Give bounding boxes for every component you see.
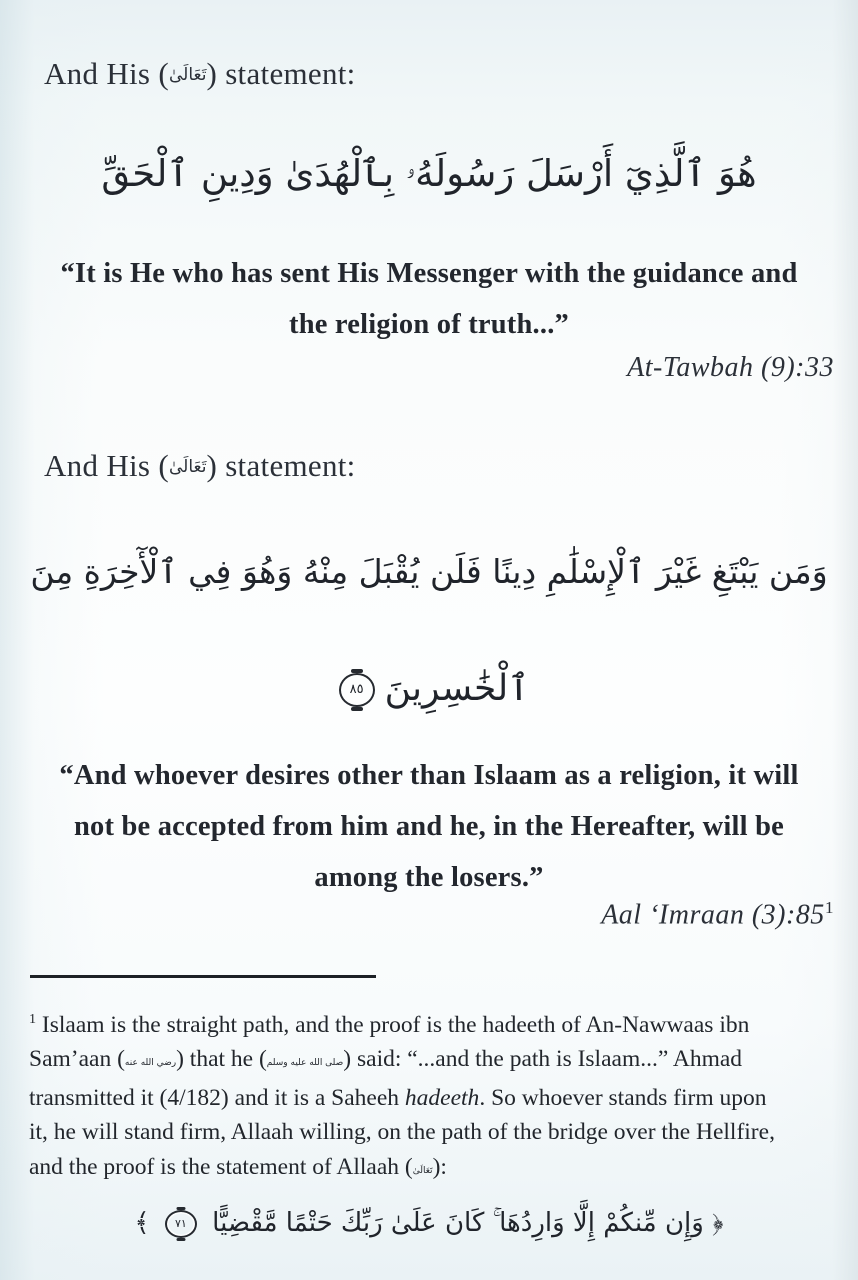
translation-imraan-line-3: among the losers.”	[314, 862, 544, 893]
translation-tawbah-line-1: “It is He who has sent His Messenger with the guidance and	[60, 258, 798, 289]
intro-1-prefix: And His (	[44, 56, 169, 91]
citation-imraan: Aal ‘Imraan $(3):85^1$	[601, 898, 834, 931]
ornate-bracket-open: ﴿	[712, 1208, 724, 1238]
footnote-line-5: and the proof is the statement of Allaah (تَعَالَىٰ):	[29, 1153, 447, 1180]
translation-imraan	[30, 750, 828, 903]
citation-tawbah: At-Tawbah (9):33	[627, 352, 834, 383]
statement-intro-1	[44, 56, 828, 92]
intro-2-suffix: ) statement:	[206, 448, 356, 483]
ayah-number-marker-85: ٨٥	[339, 673, 375, 707]
footnote-marker-1: 1	[29, 1011, 37, 1027]
footnote-reference-1: 1	[824, 898, 834, 917]
translation-imraan-line-2: not be accepted from him and he, in the Hereafter, will be	[73, 811, 785, 842]
footnote-line-2: Sam’aan (رضي الله عنه) that he (صلى الله عليه وسلم) said: “...and the path is Islaam...” Ahmad	[29, 1046, 743, 1073]
taala-honorific: تَعَالَىٰ	[168, 64, 207, 85]
translation-imraan-line-1: “And whoever desires other than Islaam as a religion, it will	[59, 760, 799, 791]
arabic-verse-imraan-text-2: ٱلْخَٰسِرِينَ	[384, 668, 530, 709]
hadeeth-italic-term: hadeeth	[404, 1084, 480, 1111]
taala-honorific: تَعَالَىٰ	[412, 1166, 433, 1177]
arabic-verse-imraan-line-1	[30, 552, 828, 591]
footnote-line-3: transmitted it (4/182) and it is a Saheeh hadeeth. So whoever stands firm upon	[29, 1084, 767, 1111]
footnote-arabic-verse-text: وَإِن مِّنكُمْ إِلَّا وَارِدُهَا ۚ كَانَ عَلَىٰ رَبِّكَ حَتْمًا مَّقْضِيًّا	[212, 1208, 704, 1238]
intro-2-prefix: And His (	[44, 448, 169, 483]
ayah-number-marker-71: ٧١	[165, 1210, 197, 1238]
arabic-verse-tawbah	[30, 152, 828, 196]
translation-tawbah	[30, 248, 828, 350]
footnote-arabic-verse-maryam	[30, 1208, 828, 1239]
footnote-1	[29, 1002, 832, 1189]
footnote-separator-rule	[30, 975, 376, 978]
radiallahu-anhu-honorific: رضي الله عنه	[124, 1058, 177, 1069]
arabic-verse-imraan-text-1: وَمَن يَبْتَغِ غَيْرَ ٱلْإِسْلَٰمِ دِينًا فَلَن يُقْبَلَ مِنْهُ وَهُوَ فِي ٱلْأٓخِرَةِ مِنَ	[30, 552, 828, 591]
ornate-bracket-close: ﴾	[134, 1208, 150, 1238]
intro-1-suffix: ) statement:	[206, 56, 356, 91]
arabic-verse-imraan-line-2	[30, 668, 828, 709]
statement-intro-2	[44, 448, 828, 484]
footnote-line-1: $^1$ Islaam is the straight path, and the proof is the hadeeth of An-Nawwaas ibn	[29, 1011, 750, 1038]
taala-honorific: تَعَالَىٰ	[168, 456, 207, 477]
translation-tawbah-line-2: the religion of truth...”	[289, 309, 569, 340]
sallallahu-alayhi-wasallam-honorific: صلى الله عليه وسلم	[266, 1058, 344, 1069]
footnote-line-4: it, he will stand firm, Allaah willing, on the path of the bridge over the Hellfire,	[29, 1119, 775, 1146]
arabic-verse-tawbah-text: هُوَ ٱلَّذِيٓ أَرْسَلَ رَسُولَهُۥ بِٱلْهُدَىٰ وَدِينِ ٱلْحَقِّ	[101, 152, 757, 195]
